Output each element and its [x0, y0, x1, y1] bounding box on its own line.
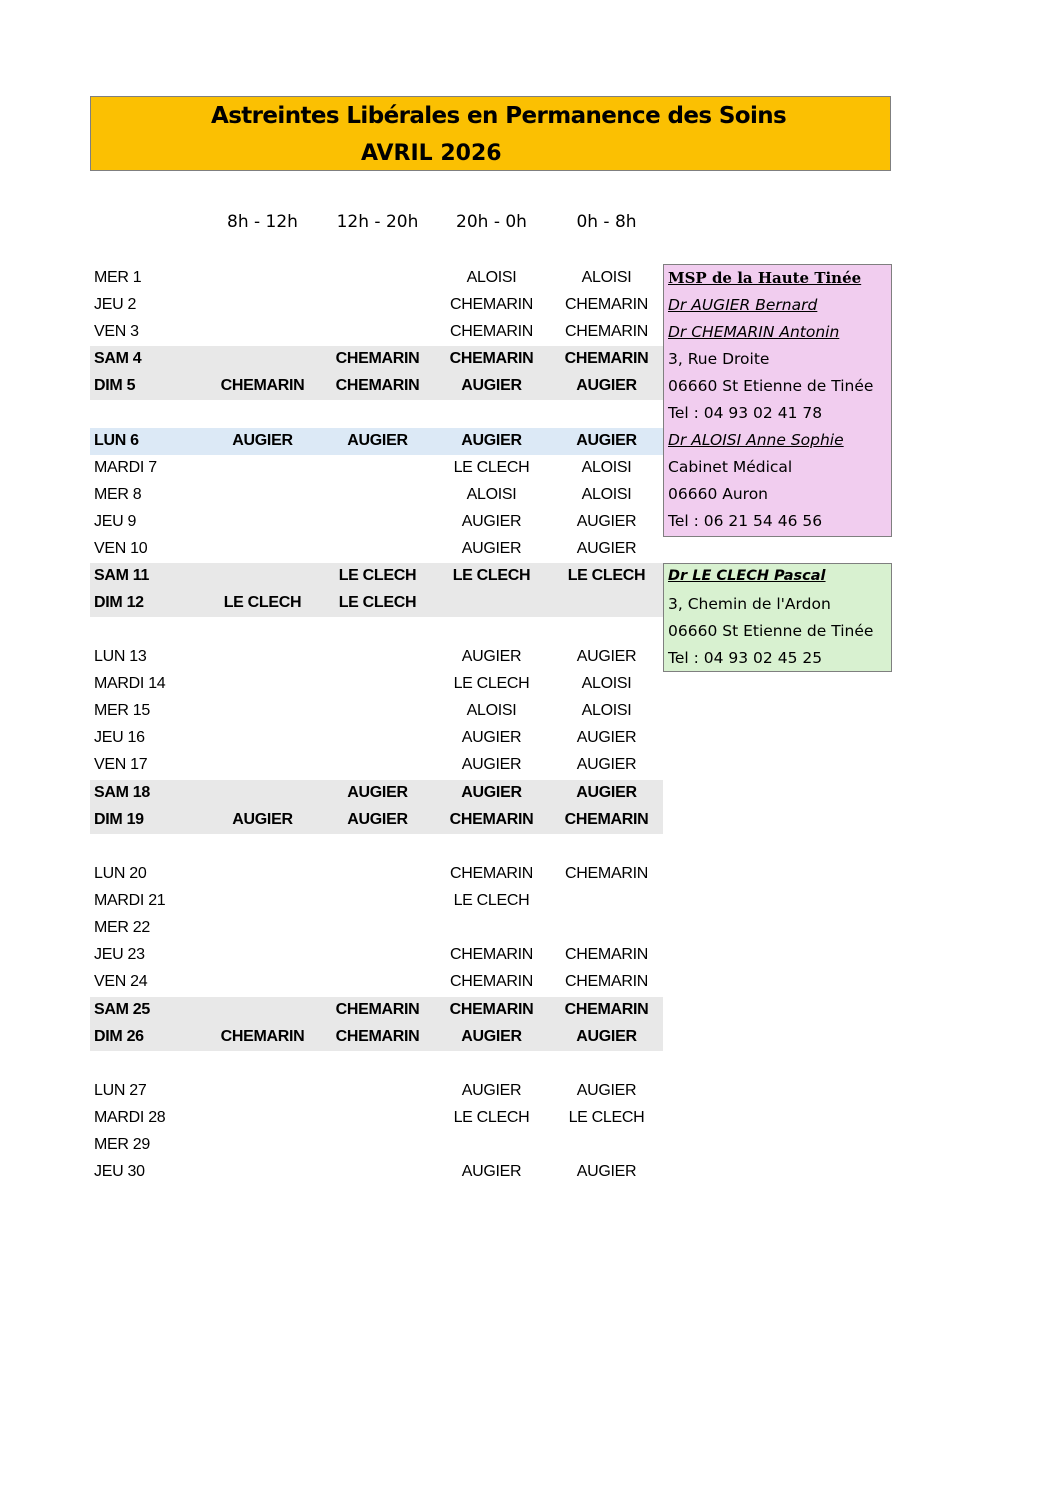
schedule-row [90, 563, 663, 590]
shift-cell-c3: AUGIER [461, 377, 522, 394]
row-day: SAM 4 [94, 350, 142, 367]
shift-cell-c3: AUGIER [461, 784, 522, 801]
leclech-info-box [663, 563, 892, 672]
schedule-row [90, 346, 663, 373]
row-day: MARDI 14 [94, 675, 166, 692]
schedule-row [90, 265, 663, 292]
row-day: MARDI 28 [94, 1109, 166, 1126]
row-day: MER 1 [94, 269, 142, 286]
shift-cell-c1: CHEMARIN [220, 377, 305, 394]
shift-cell-c4: LE CLECH [568, 1109, 645, 1126]
shift-cell-c3: AUGIER [461, 648, 522, 665]
shift-cell-c3: AUGIER [461, 1163, 522, 1180]
row-day: MARDI 21 [94, 892, 166, 909]
leclech-address: 3, Chemin de l'Ardon [668, 595, 831, 613]
schedule-row [90, 698, 663, 725]
schedule-row [90, 942, 663, 969]
shift-cell-c4: ALOISI [581, 486, 632, 503]
schedule-row [90, 671, 663, 698]
row-day: JEU 16 [94, 729, 145, 746]
shift-cell-c3: AUGIER [461, 729, 522, 746]
shift-cell-c4: CHEMARIN [565, 323, 648, 340]
page-title: Astreintes Libérales en Permanence des Soins [211, 103, 787, 129]
shift-cell-c4: AUGIER [576, 1028, 637, 1045]
schedule-row [90, 319, 663, 346]
schedule-row [90, 428, 663, 455]
msp-title: MSP de la Haute Tinée [668, 269, 862, 287]
row-day: VEN 3 [94, 323, 139, 340]
shift-cell-c4: AUGIER [576, 729, 637, 746]
shift-cell-c3: ALOISI [466, 269, 517, 286]
column-header-20h-0h: 20h - 0h [456, 212, 527, 232]
shift-cell-c2: CHEMARIN [335, 1001, 420, 1018]
column-header-0h-8h: 0h - 8h [576, 212, 637, 232]
schedule-row [90, 997, 663, 1024]
row-day: DIM 19 [94, 811, 144, 828]
shift-cell-c3: CHEMARIN [450, 973, 533, 990]
row-day: LUN 13 [94, 648, 147, 665]
shift-cell-c4: AUGIER [576, 377, 637, 394]
shift-cell-c3: CHEMARIN [450, 946, 533, 963]
leclech-phone: Tel : 04 93 02 45 25 [668, 649, 823, 667]
shift-cell-c2: LE CLECH [338, 594, 417, 611]
shift-cell-c4: ALOISI [581, 702, 632, 719]
shift-cell-c4: AUGIER [576, 1082, 637, 1099]
shift-cell-c2: AUGIER [347, 432, 408, 449]
schedule-row [90, 1024, 663, 1051]
msp-phone: Tel : 04 93 02 41 78 [668, 404, 823, 422]
shift-cell-c1: CHEMARIN [220, 1028, 305, 1045]
shift-cell-c3: LE CLECH [453, 1109, 530, 1126]
shift-cell-c4: AUGIER [576, 756, 637, 773]
shift-cell-c4: ALOISI [581, 269, 632, 286]
title-banner [90, 96, 891, 171]
shift-cell-c4: AUGIER [576, 540, 637, 557]
cabinet-name: Cabinet Médical [668, 458, 793, 476]
doctor-leclech: Dr LE CLECH Pascal [668, 568, 826, 584]
schedule-row [90, 1132, 663, 1159]
shift-cell-c3: AUGIER [461, 1028, 522, 1045]
shift-cell-c2: CHEMARIN [335, 377, 420, 394]
msp-address: 3, Rue Droite [668, 350, 770, 368]
schedule-row [90, 1159, 663, 1186]
shift-cell-c2: LE CLECH [338, 567, 417, 584]
row-day: JEU 9 [94, 513, 137, 530]
shift-cell-c3: CHEMARIN [449, 350, 534, 367]
shift-cell-c4: AUGIER [576, 1163, 637, 1180]
shift-cell-c4: AUGIER [576, 648, 637, 665]
shift-cell-c4: CHEMARIN [564, 811, 649, 828]
row-day: SAM 11 [94, 567, 150, 584]
schedule-row [90, 969, 663, 996]
schedule-row [90, 373, 663, 400]
schedule-row [90, 509, 663, 536]
shift-cell-c3: CHEMARIN [449, 1001, 534, 1018]
row-day: DIM 12 [94, 594, 144, 611]
schedule-row [90, 536, 663, 563]
schedule-row [90, 807, 663, 834]
row-day: JEU 23 [94, 946, 145, 963]
row-day: MER 15 [94, 702, 150, 719]
shift-cell-c3: LE CLECH [452, 567, 531, 584]
schedule-row [90, 292, 663, 319]
row-day: VEN 24 [94, 973, 148, 990]
shift-cell-c1: AUGIER [232, 432, 293, 449]
shift-cell-c4: AUGIER [576, 513, 637, 530]
row-day: VEN 17 [94, 756, 148, 773]
shift-cell-c3: ALOISI [466, 486, 517, 503]
row-day: VEN 10 [94, 540, 148, 557]
shift-cell-c4: ALOISI [581, 675, 632, 692]
shift-cell-c3: CHEMARIN [450, 296, 533, 313]
schedule-row [90, 780, 663, 807]
row-day: MER 29 [94, 1136, 150, 1153]
column-header-12h-20h: 12h - 20h [336, 212, 419, 232]
shift-cell-c3: AUGIER [461, 756, 522, 773]
shift-cell-c4: LE CLECH [567, 567, 646, 584]
shift-cell-c3: AUGIER [461, 540, 522, 557]
doctor-aloisi: Dr ALOISI Anne Sophie [668, 431, 844, 449]
schedule-row [90, 644, 663, 671]
shift-cell-c4: AUGIER [576, 432, 637, 449]
shift-cell-c1: AUGIER [232, 811, 293, 828]
row-day: DIM 26 [94, 1028, 144, 1045]
row-day: JEU 30 [94, 1163, 145, 1180]
doctor-augier: Dr AUGIER Bernard [668, 296, 818, 314]
shift-cell-c3: AUGIER [461, 513, 522, 530]
row-day: LUN 20 [94, 865, 147, 882]
cabinet-city: 06660 Auron [668, 485, 769, 503]
shift-cell-c4: CHEMARIN [565, 865, 648, 882]
schedule-row [90, 1078, 663, 1105]
shift-cell-c4: CHEMARIN [564, 350, 649, 367]
leclech-city: 06660 St Etienne de Tinée [668, 622, 874, 640]
schedule-row [90, 725, 663, 752]
shift-cell-c4: CHEMARIN [565, 946, 648, 963]
shift-cell-c1: LE CLECH [223, 594, 302, 611]
shift-cell-c3: CHEMARIN [450, 323, 533, 340]
row-day: MER 22 [94, 919, 150, 936]
schedule-row [90, 482, 663, 509]
msp-city: 06660 St Etienne de Tinée [668, 377, 874, 395]
schedule-row [90, 590, 663, 617]
schedule-row [90, 915, 663, 942]
row-day: LUN 27 [94, 1082, 147, 1099]
shift-cell-c4: AUGIER [576, 784, 637, 801]
shift-cell-c4: CHEMARIN [565, 296, 648, 313]
shift-cell-c3: AUGIER [461, 1082, 522, 1099]
msp-info-box [663, 264, 892, 537]
shift-cell-c3: LE CLECH [453, 675, 530, 692]
shift-cell-c3: CHEMARIN [450, 865, 533, 882]
shift-cell-c2: AUGIER [347, 784, 408, 801]
column-header-8h-12h: 8h - 12h [227, 212, 298, 232]
schedule-row [90, 888, 663, 915]
shift-cell-c3: ALOISI [466, 702, 517, 719]
row-day: LUN 6 [94, 432, 139, 449]
shift-cell-c2: CHEMARIN [335, 1028, 420, 1045]
shift-cell-c2: AUGIER [347, 811, 408, 828]
shift-cell-c3: CHEMARIN [449, 811, 534, 828]
shift-cell-c3: AUGIER [461, 432, 522, 449]
shift-cell-c4: CHEMARIN [565, 973, 648, 990]
schedule-row [90, 752, 663, 779]
row-day: DIM 5 [94, 377, 136, 394]
row-day: SAM 25 [94, 1001, 150, 1018]
shift-cell-c3: LE CLECH [453, 459, 530, 476]
row-day: JEU 2 [94, 296, 137, 313]
schedule-row [90, 1105, 663, 1132]
shift-cell-c3: LE CLECH [453, 892, 530, 909]
shift-cell-c2: CHEMARIN [335, 350, 420, 367]
doctor-chemarin: Dr CHEMARIN Antonin [668, 323, 840, 341]
schedule-row [90, 861, 663, 888]
cabinet-phone: Tel : 06 21 54 46 56 [668, 512, 823, 530]
row-day: MARDI 7 [94, 459, 157, 476]
page-month: AVRIL 2026 [361, 141, 502, 166]
shift-cell-c4: ALOISI [581, 459, 632, 476]
row-day: SAM 18 [94, 784, 150, 801]
shift-cell-c4: CHEMARIN [564, 1001, 649, 1018]
schedule-row [90, 455, 663, 482]
row-day: MER 8 [94, 486, 142, 503]
